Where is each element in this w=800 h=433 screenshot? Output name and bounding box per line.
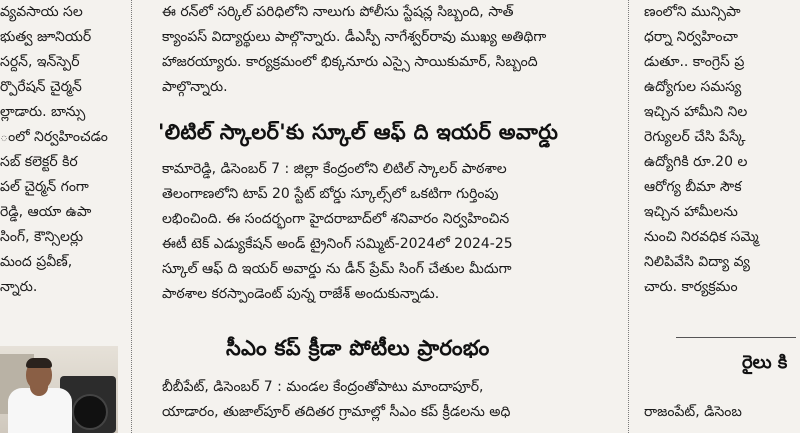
left-line: ంలో నిర్వహించడం [0,129,108,145]
article1-line: పాఠశాల కరస్పాండెంట్ పున్న రాజేశ్ అందుకున్నాడు. [162,286,440,302]
intro-line: ఈ రన్‌లో సర్కిల్ పరిధిలోని నాలుగు పోలీసు స్టేషన్ల సిబ్బంది, సాత్ [162,4,514,20]
left-line: వ్యవసాయ సల [0,4,83,20]
left-line: పల్ చైర్మన్ గంగా [0,179,89,195]
left-column [0,0,126,433]
photo-person-hair [26,358,52,368]
left-line: రెడ్డి, ఆయా ఉపా [0,204,92,220]
right-article-line: రాజంపేట్, డిసెంబ [644,404,742,420]
article1-line: స్కూల్ ఆఫ్ ది ఇయర్ అవార్డు ను డీన్ ప్రేమ్ సింగ్ చేతుల మీదుగా [162,261,512,277]
right-line: రెగ్యులర్ చేసి పేస్కే [644,129,746,145]
right-line: ణంలోని మున్సిపా [644,4,741,20]
headline-railway: రైలు కి [742,352,788,373]
section-divider [676,337,796,338]
article1-line: తెలంగాణలోని టాప్ 20 స్టేట్ బోర్డు స్కూల్స్‌లో ఒకటిగా గుర్తింపు [162,186,499,202]
right-line: ఉద్యోగికి రూ.20 ల [644,154,748,170]
news-photo [0,346,118,433]
right-line: ఇచ్చిన హామీలను [644,204,738,220]
left-line: న్నారు. [0,279,38,295]
column-rule-left [131,0,133,433]
right-line: డుతూ.. కాంగ్రెస్ ప్ర [644,54,745,70]
column-rule-right [628,0,630,433]
right-line: ఉద్యోగుల సమస్య [644,79,742,95]
article1-line: కామారెడ్డి, డిసెంబర్ 7 : జిల్లా కేంద్రంలోని లిటిల్ స్కాలర్ పాఠశాల [162,161,507,177]
headline-little-scholar: 'లిటిల్ స్కాలర్'కు స్కూల్ ఆఫ్ ది ఇయర్ అవార్డు [158,120,559,144]
headline-cm-cup: సీఎం కప్ క్రీడా పోటీలు ప్రారంభం [226,336,490,360]
left-line: ర్పొరేషన్ చైర్మన్ [0,79,82,95]
right-column [640,0,800,433]
intro-line: క్యాంపస్ విద్యార్థులు పాల్గొన్నారు. డీఎస్పీ నాగేశ్వర్‌రావు ముఖ్య అతిథిగా [162,29,547,45]
left-line: భుత్వ జూనియర్ [0,29,92,45]
article2-line: యాడారం, తుజాల్‌పూర్ తదితర గ్రామాల్లో సీఎం కప్ క్రీడలను అధి [162,404,511,420]
left-line: మంద ప్రవీణ్, [0,254,73,270]
photo-speaker-cone [72,394,108,430]
article1-line: లభించింది. ఈ సందర్భంగా హైదరాబాద్‌లో శనివారం నిర్వహించిన [162,211,510,227]
right-line: నుంచి నిరవధిక సమ్మె [644,229,759,245]
article2-line: బీబీపేట్, డిసెంబర్ 7 : మండల కేంద్రంతోపాటు మాందాపూర్, [162,379,484,395]
intro-line: పాల్గొన్నారు. [162,79,228,95]
right-line: నిలిపివేసి విద్యా వ్య [644,254,750,270]
middle-column [136,0,618,433]
left-line: సింగ్, కౌన్సిలర్లు [0,229,84,245]
right-line: ధర్నా నిర్వహించా [644,29,738,45]
right-line: ఇచ్చిన హామీని నిల [644,104,748,120]
left-line: సబ్ కలెక్టర్ కిర [0,154,78,170]
article1-line: ఈటీ టెక్ ఎడ్యుకేషన్ అండ్ ట్రైనింగ్ సమ్మిట్-2024లో 2024-25 [162,236,513,252]
right-line: చారు. కార్యక్రమం [644,279,738,295]
left-line: ల్లాడారు. బాన్సు [0,104,86,120]
right-line: ఆరోగ్య బీమా సౌక [644,179,742,195]
intro-line: హాజరయ్యారు. కార్యక్రమంలో భిక్కనూరు ఎస్సై సాయికుమార్, సిబ్బంది [162,54,538,70]
left-line: సర్దన్, ఇన్‌స్పెర్ [0,54,80,70]
